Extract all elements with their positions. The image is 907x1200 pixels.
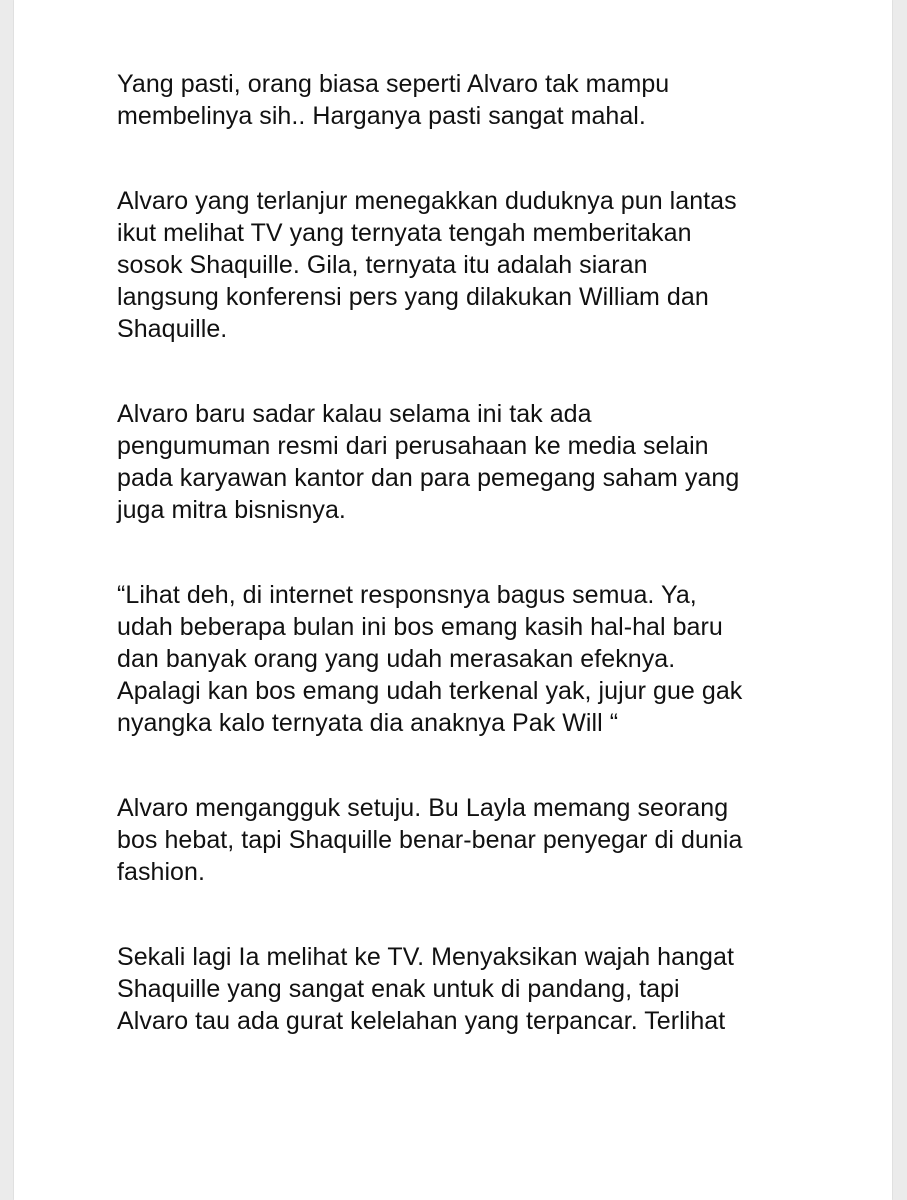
paragraph-6 — [117, 941, 817, 1037]
text-line: pengumuman resmi dari perusahaan ke media selain — [117, 432, 709, 460]
text-line: Sekali lagi Ia melihat ke TV. Menyaksikan wajah hangat — [117, 943, 734, 971]
paragraph-2 — [117, 185, 817, 345]
text-line: Alvaro baru sadar kalau selama ini tak ada — [117, 400, 592, 428]
text-line: sosok Shaquille. Gila, ternyata itu adalah siaran — [117, 251, 648, 279]
paragraph-4 — [117, 579, 817, 739]
text-line: fashion. — [117, 858, 205, 886]
text-line: Shaquille. — [117, 315, 228, 343]
text-line: bos hebat, tapi Shaquille benar-benar penyegar di dunia — [117, 826, 743, 854]
text-line: Apalagi kan bos emang udah terkenal yak, jujur gue gak — [117, 677, 743, 705]
document-page — [14, 0, 892, 1200]
text-line: langsung konferensi pers yang dilakukan William dan — [117, 283, 709, 311]
text-line: Alvaro tau ada gurat kelelahan yang terpancar. Terlihat — [117, 1007, 726, 1035]
document-body — [117, 68, 817, 1090]
text-line: Shaquille yang sangat enak untuk di pandang, tapi — [117, 975, 680, 1003]
text-line: udah beberapa bulan ini bos emang kasih hal-hal baru — [117, 613, 723, 641]
text-line: Yang pasti, orang biasa seperti Alvaro tak mampu — [117, 70, 670, 98]
paragraph-5 — [117, 792, 817, 888]
paragraph-3 — [117, 398, 817, 526]
text-line: ikut melihat TV yang ternyata tengah memberitakan — [117, 219, 692, 247]
paragraph-1 — [117, 68, 817, 132]
text-line: pada karyawan kantor dan para pemegang saham yang — [117, 464, 740, 492]
text-line: juga mitra bisnisnya. — [117, 496, 346, 524]
text-line: “Lihat deh, di internet responsnya bagus semua. Ya, — [117, 581, 697, 609]
text-line: membelinya sih.. Harganya pasti sangat mahal. — [117, 102, 646, 130]
text-line: Alvaro mengangguk setuju. Bu Layla memang seorang — [117, 794, 729, 822]
text-line: nyangka kalo ternyata dia anaknya Pak Will “ — [117, 709, 619, 737]
text-line: Alvaro yang terlanjur menegakkan duduknya pun lantas — [117, 187, 737, 215]
text-line: dan banyak orang yang udah merasakan efeknya. — [117, 645, 676, 673]
